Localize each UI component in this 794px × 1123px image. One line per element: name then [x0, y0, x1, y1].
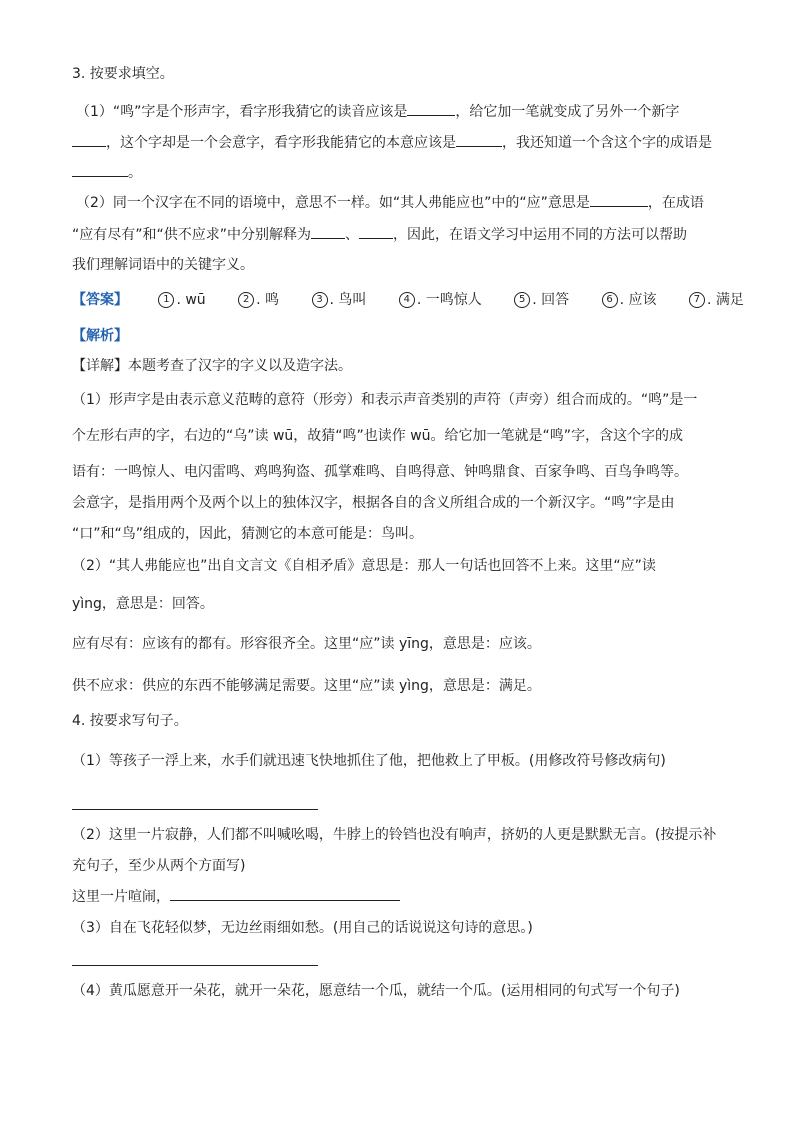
q3-part1-line2: ，这个字却是一个会意字，看字形我能猜它的本意应该是 ，我还知道一个含这个字的成语是 — [72, 132, 712, 153]
analysis-line: 【详解】本题考查了汉字的字义以及造字法。 — [72, 358, 352, 374]
answer-item: 6 . 应该 — [602, 290, 657, 310]
fill-blank[interactable] — [407, 101, 455, 116]
answer-line[interactable] — [170, 886, 400, 901]
analysis-line: 个左形右声的字，右边的“乌”读 wū，故猜“鸣”也读作 wū。给它加一笔就是“鸣”字，含这个字的成 — [72, 428, 684, 444]
q3-part1-line1: （1）“鸣”字是个形声字，看字形我猜它的读音应该是 ，给它加一笔就变成了另外一个新字 — [76, 101, 679, 122]
analysis-line: 语有：一鸣惊人、电闪雷鸣、鸡鸣狗盗、孤掌难鸣、自鸣得意、钟鸣鼎食、百家争鸣、百鸟争鸣等。 — [72, 464, 688, 480]
analysis-line: （1）形声字是由表示意义范畴的意符（形旁）和表示声音类别的声符（声旁）组合而成的。“鸣”是一 — [72, 392, 698, 408]
analysis-line: 供不应求：供应的东西不能够满足需要。这里“应”读 yìng，意思是：满足。 — [72, 678, 541, 694]
q3-part2-line2: “应有尽有”和“供不应求”中分别解释为 、 ，因此，在语文学习中运用不同的方法可以帮助 — [72, 224, 687, 245]
q4-sentence-1: （1）等孩子一浮上来，水手们就迅速飞快地抓住了他，把他救上了甲板。(用修改符号修改病句) — [72, 753, 666, 769]
q3-part2-line3: 我们理解词语中的关键字义。 — [72, 257, 254, 273]
answer-item: 4 . 一鸣惊人 — [399, 290, 482, 310]
analysis-line: “口”和“鸟”组成的，因此，猜测它的本意可能是：鸟叫。 — [72, 526, 424, 542]
q3-title: 3. 按要求填空。 — [72, 66, 174, 82]
q3-part1-line3: 。 — [72, 162, 142, 183]
fill-blank[interactable] — [590, 192, 648, 207]
q3-part2-line1: （2）同一个汉字在不同的语境中，意思不一样。如“其人弗能应也”中的“应”意思是 ，在成语 — [76, 192, 704, 213]
analysis-line: 应有尽有：应该有的都有。形容很齐全。这里“应”读 yīng，意思是：应该。 — [72, 636, 541, 652]
fill-blank[interactable] — [456, 132, 502, 147]
answer-item: 2 . 鸣 — [238, 290, 279, 310]
fill-blank[interactable] — [72, 162, 128, 177]
fill-blank[interactable] — [311, 224, 345, 239]
q4-sentence-4: （4）黄瓜愿意开一朵花，就开一朵花，愿意结一个瓜，就结一个瓜。(运用相同的句式写一个句子) — [72, 983, 680, 999]
answer-item: 3 . 鸟叫 — [312, 290, 367, 310]
q4-sentence-2: （2）这里一片寂静，人们都不叫喊吆喝，牛脖上的铃铛也没有响声，挤奶的人更是默默无言。(按提示补 — [72, 827, 717, 843]
answer-item: 1 . wū — [158, 290, 205, 310]
analysis-line: （2）“其人弗能应也”出自文言文《自相矛盾》意思是：那人一句话也回答不上来。这里“应”读 — [72, 558, 656, 574]
analysis-line: 会意字，是指用两个及两个以上的独体汉字，根据各自的含义所组合成的一个新汉字。“鸣”字是由 — [72, 495, 675, 511]
fill-blank[interactable] — [72, 132, 106, 147]
answer-line[interactable] — [72, 965, 318, 966]
q4-title: 4. 按要求写句子。 — [72, 713, 188, 729]
q4-sentence-2-prompt: 这里一片喧闹， — [72, 886, 400, 907]
fill-blank[interactable] — [359, 224, 393, 239]
analysis-label: 【解析】 — [72, 328, 128, 344]
q4-sentence-3: （3）自在飞花轻似梦，无边丝雨细如愁。(用自己的话说说这句诗的意思。) — [72, 920, 533, 936]
q4-sentence-2-cont: 充句子，至少从两个方面写) — [72, 858, 246, 874]
answer-item: 7 . 满足 — [689, 290, 744, 310]
answer-label: 【答案】 — [72, 292, 128, 308]
analysis-line: yìng，意思是：回答。 — [72, 596, 214, 612]
answer-item: 5 . 回答 — [514, 290, 569, 310]
answer-line[interactable] — [72, 809, 318, 810]
answer-row — [72, 290, 744, 310]
